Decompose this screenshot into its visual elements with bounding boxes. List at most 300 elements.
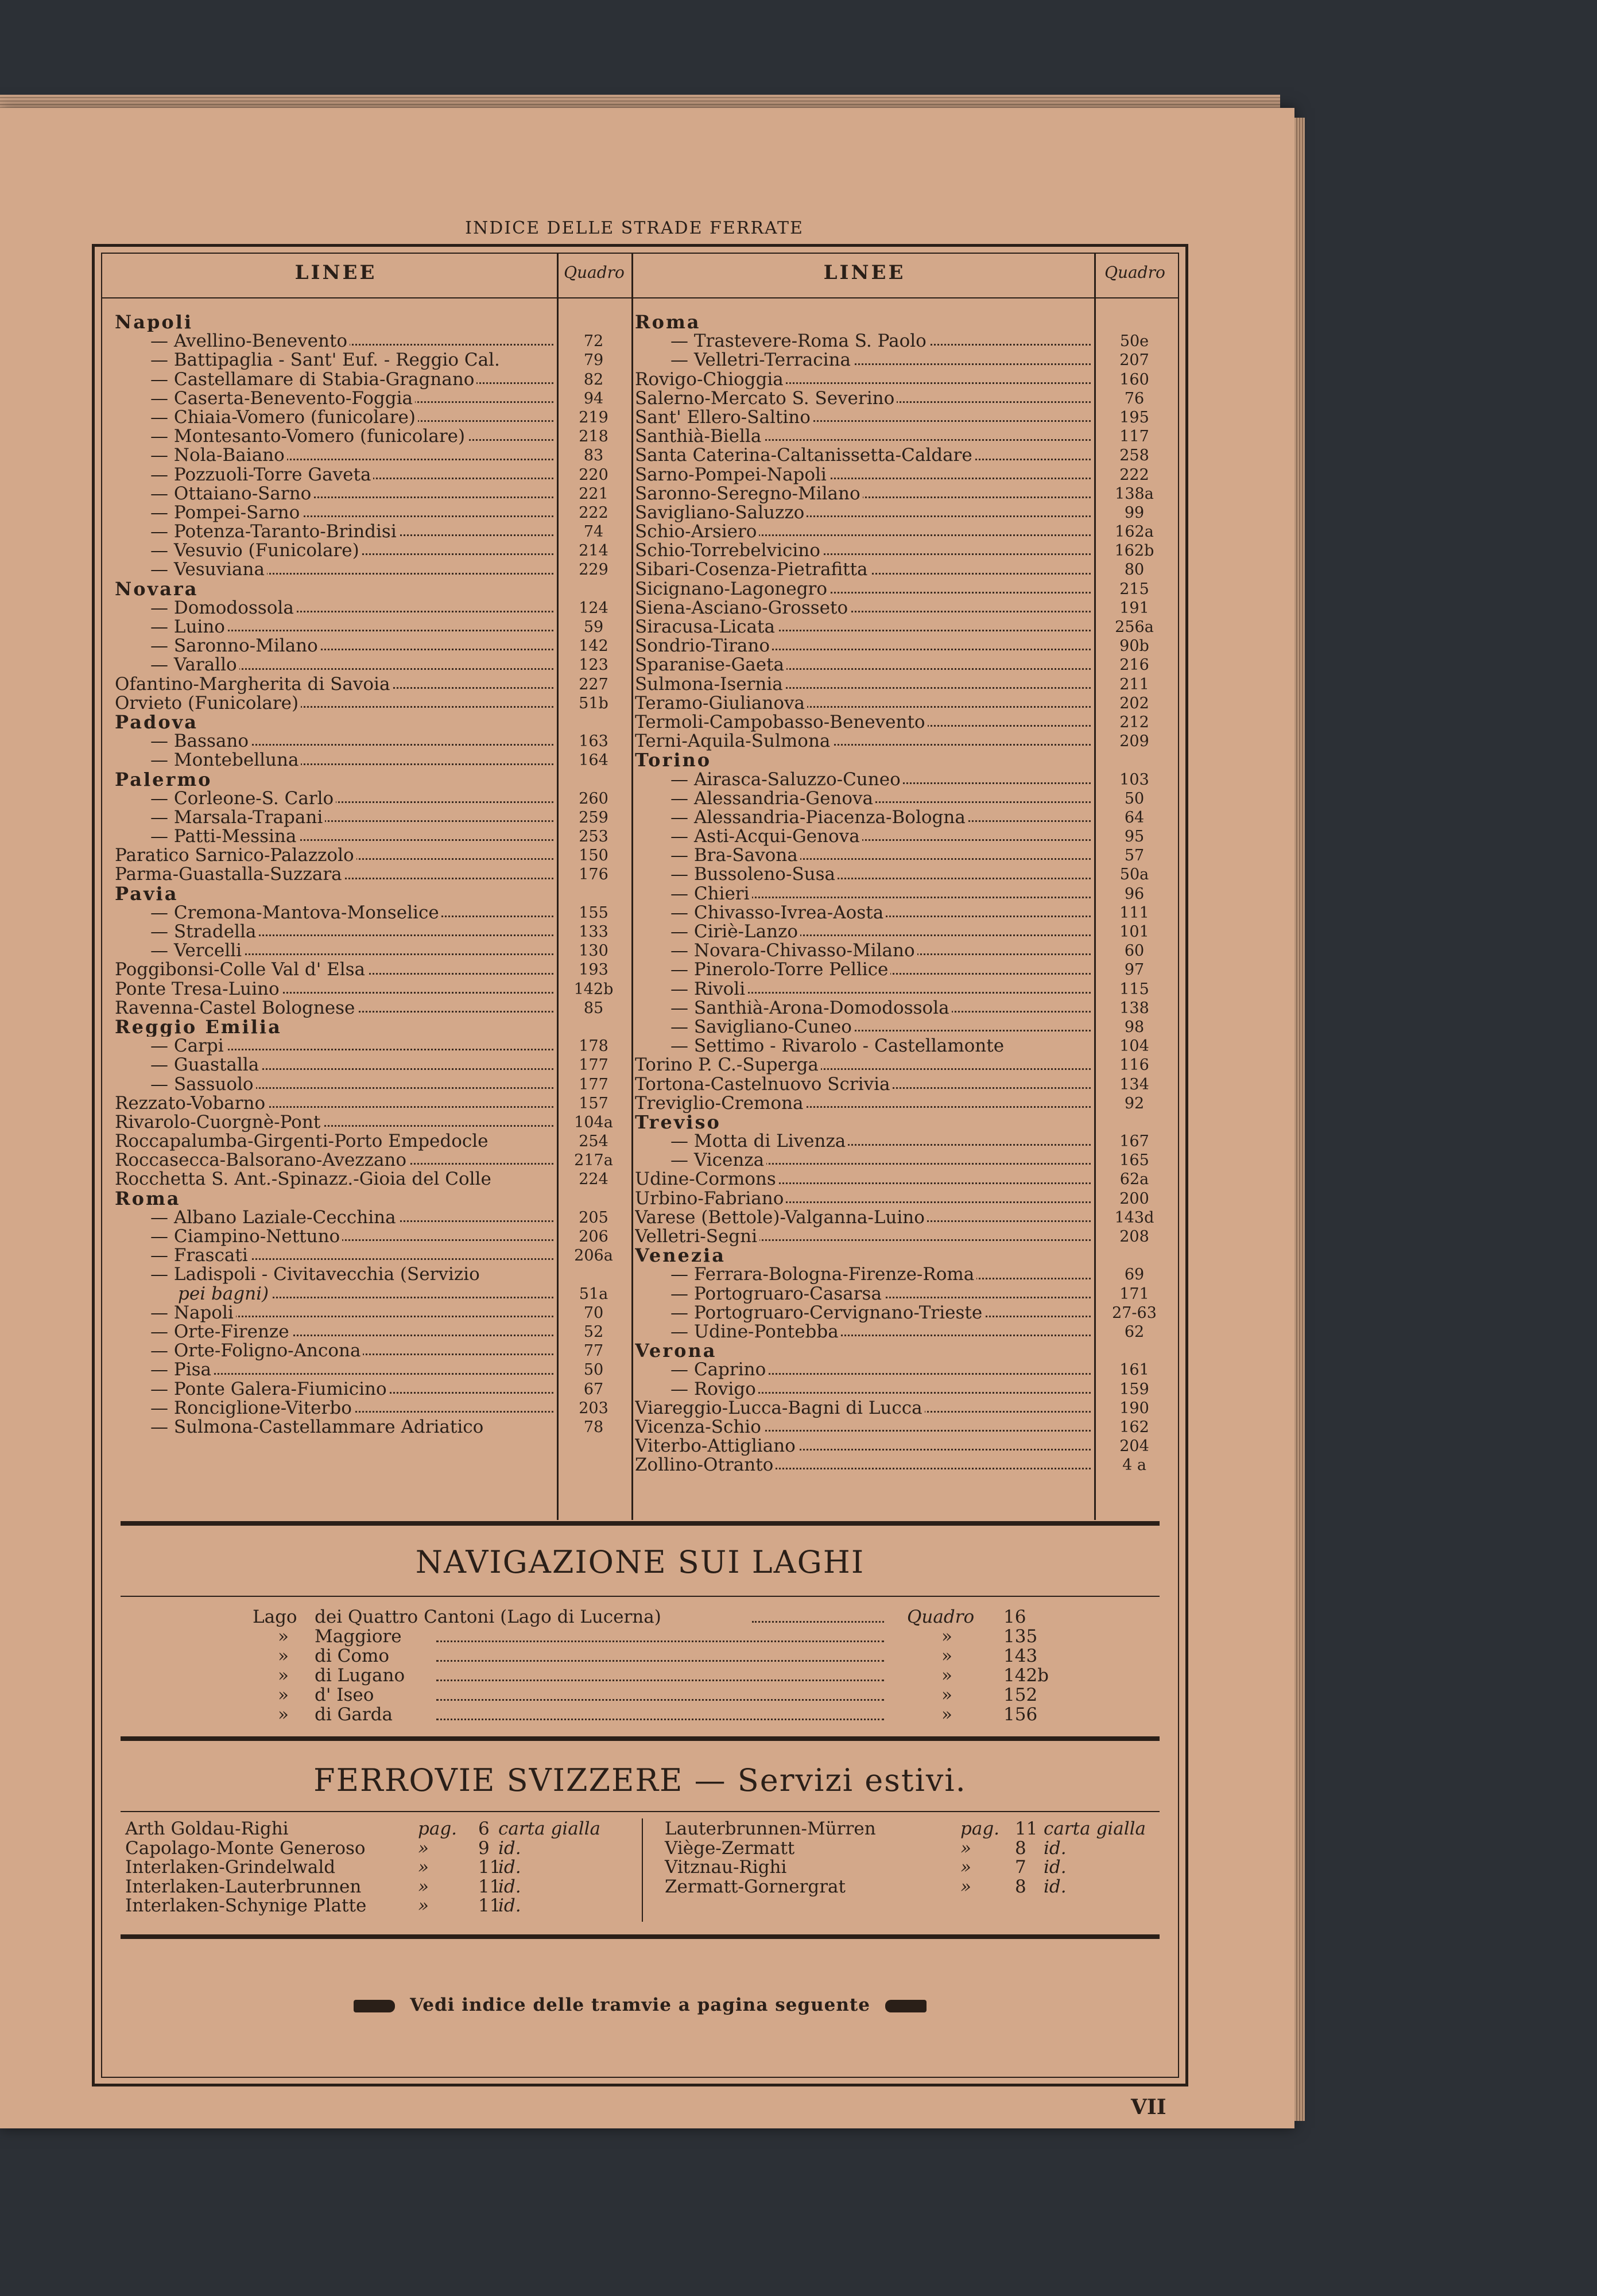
line-entry (635, 599, 1094, 618)
page-number: 11 (478, 1876, 501, 1897)
quadro-number (557, 1018, 630, 1037)
page-ref: » (418, 1895, 429, 1916)
section-heading-label: Napoli (115, 313, 195, 332)
quadro-number: 159 (1119, 1380, 1149, 1398)
line-entry (635, 351, 1094, 370)
lake-name: di Lugano (315, 1665, 405, 1686)
line-entry-label: Termoli-Campobasso-Benevento (635, 713, 928, 732)
line-entry-label: — Bra-Savona (635, 846, 800, 865)
line-entry (115, 903, 557, 922)
line-entry-label: Santa Caterina-Caltanissetta-Caldare (635, 446, 975, 465)
line-entry (635, 1132, 1094, 1151)
quadro-number: 133 (579, 923, 608, 941)
quadro-number: 115 (1119, 980, 1149, 998)
line-entry-label: Teramo-Giulianova (635, 694, 807, 713)
line-entry (635, 1265, 1094, 1284)
line-entry-label: — Ladispoli - Civitavecchia (Servizio (115, 1265, 482, 1284)
header-rule (101, 297, 1179, 298)
lake-name: d' Iseo (315, 1685, 374, 1705)
line-entry-label: — Avellino-Benevento (115, 332, 350, 351)
line-entry-label: — Pinerolo-Torre Pellice (635, 960, 890, 979)
line-entry-label: Orvieto (Funicolare) (115, 694, 301, 713)
leader-dots (436, 1680, 884, 1681)
quadro-number: 227 (579, 675, 608, 693)
section-heading (115, 770, 557, 789)
pointing-hand-icon (885, 2000, 927, 2012)
quadro-number: 222 (1119, 466, 1149, 484)
line-entry-label: — Ciriè-Lanzo (635, 922, 800, 941)
line-entry-label: — Rovigo (635, 1380, 758, 1399)
line-entry-label: — Cremona-Mantova-Monselice (115, 903, 441, 922)
line-entry (115, 637, 557, 656)
quadro-number: 117 (1119, 428, 1149, 446)
quadro-number: 69 (1124, 1266, 1145, 1284)
page-ref: » (418, 1876, 429, 1897)
line-entry (635, 846, 1094, 865)
swiss-line-entry (665, 1858, 1170, 1878)
line-entry-label: Vicenza-Schio (635, 1418, 763, 1437)
line-entry (635, 541, 1094, 560)
line-entry-label: Treviglio-Cremona (635, 1094, 805, 1113)
line-entry (635, 999, 1094, 1018)
quadro-number: 156 (1003, 1704, 1038, 1725)
line-entry (115, 618, 557, 637)
leader-dots (436, 1719, 884, 1720)
quadro-number (557, 1189, 630, 1208)
line-entry-label: Rezzato-Vobarno (115, 1094, 268, 1113)
quadro-number: 160 (1119, 370, 1149, 389)
swiss-line-name: Interlaken-Lauterbrunnen (125, 1876, 362, 1897)
page-ref: » (960, 1876, 971, 1897)
quadro-number: 217a (574, 1151, 613, 1170)
line-entry-label: Schio-Arsiero (635, 522, 759, 541)
quadro-number: 50e (1119, 332, 1149, 351)
line-entry-label: — Saronno-Milano (115, 637, 320, 656)
quadro-number: 83 (583, 447, 604, 465)
line-entry (115, 1037, 557, 1056)
line-entry-label: — Savigliano-Cuneo (635, 1018, 854, 1037)
line-entry (115, 960, 557, 979)
quadro-number: 92 (1124, 1094, 1145, 1112)
line-entry-label: Udine-Cormons (635, 1170, 778, 1189)
line-entry (635, 1399, 1094, 1418)
line-entry-label: Torino P. C.-Superga (635, 1056, 821, 1075)
line-entry (635, 484, 1094, 503)
quadro-number: 82 (583, 370, 604, 389)
line-entry (635, 1418, 1094, 1437)
line-entry-label: Schio-Torrebelvicino (635, 541, 823, 560)
line-entry-label: — Chivasso-Ivrea-Aosta (635, 903, 886, 922)
quadro-number: 165 (1119, 1151, 1149, 1170)
line-entry (115, 1360, 557, 1379)
left-line-list (115, 313, 557, 1437)
line-entry-label: — Marsala-Trapani (115, 808, 325, 827)
line-entry-label: Ofantino-Margherita di Savoia (115, 675, 392, 694)
page-number: 11 (478, 1895, 501, 1916)
line-entry-label: Roccasecca-Balsorano-Avezzano (115, 1151, 409, 1170)
line-entry-label: Parma-Guastalla-Suzzara (115, 865, 344, 884)
swiss-line-entry (665, 1878, 1170, 1897)
line-entry (635, 503, 1094, 522)
page-ref: » (960, 1837, 971, 1859)
quadro-number: 98 (1124, 1018, 1145, 1036)
line-entry-label: — Ottaiano-Sarno (115, 484, 313, 503)
page-ref: » (418, 1857, 429, 1878)
line-entry-label: — Motta di Livenza (635, 1132, 848, 1151)
swiss-right-list (665, 1820, 1170, 1896)
quadro-number: 142b (573, 980, 614, 998)
ditto-mark: » (941, 1626, 952, 1647)
quadro-number: 85 (583, 999, 604, 1017)
quadro-number: 176 (579, 866, 608, 884)
section-heading (635, 1113, 1094, 1132)
quadro-number: 215 (1119, 580, 1149, 598)
quadro-number: 90b (1119, 637, 1149, 656)
line-entry (635, 1189, 1094, 1208)
line-entry-label: — Portogruaro-Cervignano-Trieste (635, 1304, 984, 1322)
lake-prefix: » (278, 1665, 289, 1686)
quadro-number: 220 (579, 466, 608, 484)
quadro-number: 104a (574, 1113, 613, 1131)
line-entry-label: Sicignano-Lagonegro (635, 580, 829, 599)
quadro-number: 138a (1115, 484, 1154, 503)
page-number: 6 (478, 1818, 490, 1839)
vrule-center (631, 253, 633, 1520)
timetable-ref: id. (498, 1876, 521, 1897)
running-head: INDICE DELLE STRADE FERRATE (465, 218, 804, 238)
line-entry (115, 541, 557, 560)
line-entry-label: Terni-Aquila-Sulmona (635, 732, 832, 751)
quadro-number (1094, 751, 1175, 770)
line-entry-label: — Udine-Pontebba (635, 1322, 841, 1341)
quadro-number: 80 (1124, 561, 1145, 579)
quadro-number (557, 885, 630, 903)
quadro-number: 205 (579, 1208, 608, 1227)
leader-dots (436, 1660, 884, 1662)
quadro-number: 212 (1119, 713, 1149, 731)
quadro-number: 229 (579, 561, 608, 579)
line-entry-label: — Guastalla (115, 1056, 261, 1075)
quadro-number: 221 (579, 484, 608, 503)
quadro-number: 51a (579, 1285, 608, 1303)
line-entry (635, 1304, 1094, 1322)
timetable-ref: id. (498, 1837, 521, 1859)
quadro-number: 202 (1119, 694, 1149, 712)
quadro-number: 259 (579, 808, 608, 827)
line-entry (635, 1037, 1094, 1056)
section-heading-label: Venezia (635, 1246, 728, 1265)
leader-dots (752, 1621, 884, 1623)
line-entry (115, 694, 557, 713)
section-heading-label: Novara (115, 580, 201, 599)
section-heading (635, 751, 1094, 770)
section-heading-label: Padova (115, 713, 200, 732)
line-entry-label: — Napoli (115, 1304, 236, 1322)
footer-note (101, 1995, 1179, 2015)
quadro-number (557, 313, 630, 332)
lake-prefix: » (278, 1646, 289, 1666)
right-quadro-list (1094, 313, 1175, 1475)
line-entry-label: — Novara-Chivasso-Milano (635, 941, 917, 960)
line-entry (115, 1322, 557, 1341)
section-heading-label: Reggio Emilia (115, 1018, 284, 1037)
quadro-number: 67 (583, 1380, 604, 1398)
line-entry (635, 903, 1094, 922)
quadro-number: 123 (579, 656, 608, 674)
quadro-number: 191 (1119, 599, 1149, 617)
line-entry-label: Roccapalumba-Girgenti-Porto Empedocle (115, 1132, 491, 1151)
line-entry-label: Ponte Tresa-Luino (115, 980, 282, 999)
timetable-ref: id. (1044, 1857, 1067, 1878)
swiss-line-entry (665, 1839, 1170, 1859)
line-entry-label: — Sassuolo (115, 1075, 256, 1094)
line-entry-label: — Rivoli (635, 980, 747, 999)
leader-dots (436, 1699, 884, 1701)
line-entry-label: — Alessandria-Genova (635, 789, 875, 808)
ditto-mark: » (941, 1665, 952, 1686)
line-entry (115, 1399, 557, 1418)
quadro-number: 152 (1003, 1685, 1038, 1705)
line-entry-label: Sulmona-Isernia (635, 675, 785, 694)
line-entry (635, 1437, 1094, 1456)
line-entry (115, 732, 557, 751)
line-entry (635, 770, 1094, 789)
quadro-number: 135 (1003, 1626, 1038, 1647)
line-entry (635, 656, 1094, 674)
line-entry-label: — Castellamare di Stabia-Gragnano (115, 370, 476, 389)
quadro-number (557, 1265, 630, 1284)
quadro-number: 178 (579, 1037, 608, 1056)
timetable-ref: id. (1044, 1837, 1067, 1859)
lake-prefix: » (278, 1704, 289, 1725)
line-entry-label: — Corleone-S. Carlo (115, 789, 336, 808)
line-entry-label: Salerno-Mercato S. Severino (635, 389, 897, 408)
line-entry (635, 1170, 1094, 1189)
line-entry-label: Siena-Asciano-Grosseto (635, 599, 850, 618)
quadro-number: 177 (579, 1075, 608, 1093)
quadro-number: 206 (579, 1228, 608, 1246)
line-entry-label: — Sulmona-Castellammare Adriatico (115, 1418, 486, 1437)
quadro-number (1094, 1113, 1175, 1132)
quadro-number: 143d (1114, 1208, 1154, 1227)
line-entry (115, 1208, 557, 1227)
line-entry (635, 1360, 1094, 1379)
line-entry-label: Poggibonsi-Colle Val d' Elsa (115, 960, 367, 979)
line-entry-label: — Settimo - Rivarolo - Castellamonte (635, 1037, 1006, 1056)
line-entry (635, 960, 1094, 979)
page-ref: » (418, 1837, 429, 1859)
line-entry (635, 694, 1094, 713)
line-entry-label: — Bassano (115, 732, 251, 751)
line-entry (635, 675, 1094, 694)
line-entry (115, 1341, 557, 1360)
line-entry (115, 1113, 557, 1132)
page-number: 9 (478, 1837, 490, 1859)
timetable-ref: carta gialla (498, 1818, 601, 1839)
line-entry (635, 732, 1094, 751)
line-entry-label: — Bussoleno-Susa (635, 865, 838, 884)
line-entry (115, 846, 557, 865)
line-entry-label: — Santhià-Arona-Domodossola (635, 999, 952, 1018)
swiss-line-entry (665, 1820, 1170, 1839)
line-entry (115, 522, 557, 541)
quadro-number: 163 (579, 732, 608, 751)
quadro-number: 164 (579, 751, 608, 770)
line-entry-label: — Caprino (635, 1360, 768, 1379)
line-entry-label: Viareggio-Lucca-Bagni di Lucca (635, 1399, 925, 1418)
line-entry (635, 560, 1094, 579)
line-entry (635, 1285, 1094, 1304)
quadro-number: 62a (1119, 1170, 1149, 1189)
line-entry (115, 466, 557, 484)
line-entry-label: — Portogruaro-Casarsa (635, 1285, 884, 1304)
line-entry-label: pei bagni) (115, 1285, 271, 1304)
page-ref: pag. (418, 1818, 458, 1839)
page-ref: » (960, 1857, 971, 1878)
line-entry (115, 1285, 557, 1304)
swiss-line-name: Arth Goldau-Righi (125, 1818, 289, 1839)
line-entry (115, 999, 557, 1018)
line-entry (635, 446, 1094, 465)
line-entry (115, 1075, 557, 1094)
line-entry (635, 389, 1094, 408)
swiss-line-entry (125, 1820, 636, 1839)
line-entry (115, 332, 557, 351)
page-number: 7 (1015, 1857, 1026, 1878)
line-entry (635, 1380, 1094, 1399)
line-entry (115, 351, 557, 370)
quadro-number: 157 (579, 1094, 608, 1112)
line-entry (635, 332, 1094, 351)
quadro-number: 167 (1119, 1133, 1149, 1151)
quadro-number: 209 (1119, 732, 1149, 751)
quadro-number: 96 (1124, 885, 1145, 903)
line-entry (115, 1380, 557, 1399)
section-heading-label: Roma (635, 313, 703, 332)
line-entry (115, 1246, 557, 1265)
col-head-linee-left: LINEE (294, 261, 377, 284)
line-entry (635, 1056, 1094, 1075)
ditto-mark: » (941, 1685, 952, 1705)
section-heading (635, 1246, 1094, 1265)
swiss-left-list (125, 1820, 636, 1916)
line-entry-label: Velletri-Segni (635, 1227, 759, 1246)
line-entry-label: — Vesuviana (115, 560, 267, 579)
line-entry-label: — Ronciglione-Viterbo (115, 1399, 354, 1418)
quadro-number: 214 (579, 542, 608, 560)
line-entry-label: Rivarolo-Cuorgnè-Pont (115, 1113, 323, 1132)
swiss-line-name: Zermatt-Gornergrat (665, 1876, 846, 1897)
line-entry (635, 522, 1094, 541)
quadro-number: 190 (1119, 1399, 1149, 1417)
line-entry (635, 713, 1094, 732)
swiss-line-entry (125, 1878, 636, 1897)
col-head-linee-right: LINEE (823, 261, 906, 284)
line-entry (635, 1208, 1094, 1227)
page-number: 8 (1015, 1876, 1026, 1897)
line-entry (635, 980, 1094, 999)
section-heading-label: Palermo (115, 770, 215, 789)
line-entry (635, 1151, 1094, 1170)
quadro-number: 97 (1124, 961, 1145, 979)
quadro-number: 256a (1115, 618, 1154, 636)
quadro-number: 4 a (1122, 1456, 1146, 1475)
line-entry (115, 389, 557, 408)
quadro-number: 218 (579, 428, 608, 446)
lake-name: di Garda (315, 1704, 393, 1725)
line-entry (635, 885, 1094, 903)
quadro-number: 143 (1003, 1646, 1038, 1666)
swiss-line-entry (125, 1839, 636, 1859)
lakes-title-rule (121, 1596, 1160, 1597)
quadro-label: Quadro (907, 1607, 975, 1627)
line-entry-label: — Domodossola (115, 599, 296, 618)
timetable-ref: id. (498, 1857, 521, 1878)
lake-prefix: » (278, 1685, 289, 1705)
quadro-number: 155 (579, 903, 608, 922)
line-entry-label: — Velletri-Terracina (635, 351, 853, 370)
line-entry (115, 1418, 557, 1437)
line-entry (115, 675, 557, 694)
swiss-line-entry (125, 1858, 636, 1878)
section-rule-top (121, 1521, 1160, 1526)
quadro-number: 138 (1119, 999, 1149, 1017)
quadro-number: 162 (1119, 1418, 1149, 1436)
line-entry-label: Savigliano-Saluzzo (635, 503, 807, 522)
quadro-number: 142 (579, 637, 608, 656)
swiss-line-name: Interlaken-Grindelwald (125, 1857, 336, 1878)
line-entry (115, 484, 557, 503)
ditto-mark: » (941, 1646, 952, 1666)
swiss-line-name: Lauterbrunnen-Mürren (665, 1818, 876, 1839)
section-heading-label: Torino (635, 751, 714, 770)
section-heading-label: Roma (115, 1189, 183, 1208)
left-quadro-list (557, 313, 630, 1437)
section-heading (115, 713, 557, 732)
line-entry-label: — Alessandria-Piacenza-Bologna (635, 808, 968, 827)
line-entry-label: — Patti-Messina (115, 827, 299, 846)
line-entry-label: Siracusa-Licata (635, 618, 777, 637)
quadro-number: 203 (579, 1399, 608, 1417)
section-heading (115, 885, 557, 903)
line-entry-label: — Asti-Acqui-Genova (635, 827, 862, 846)
lake-name: di Como (315, 1646, 390, 1666)
line-entry-label: — Montesanto-Vomero (funicolare) (115, 427, 467, 446)
leader-dots (436, 1640, 884, 1642)
line-entry (115, 865, 557, 884)
lake-prefix: Lago (253, 1607, 297, 1627)
quadro-number (557, 770, 630, 789)
line-entry (115, 427, 557, 446)
line-entry-label: Sparanise-Gaeta (635, 656, 786, 674)
quadro-number: 50a (1119, 866, 1149, 884)
line-entry-label: — Pisa (115, 1360, 214, 1379)
quadro-number: 16 (1003, 1607, 1026, 1627)
page-number: 11 (478, 1857, 501, 1878)
line-entry (635, 922, 1094, 941)
quadro-number: 222 (579, 503, 608, 522)
quadro-number: 211 (1119, 675, 1149, 693)
quadro-number: 77 (583, 1342, 604, 1360)
line-entry-label: — Vesuvio (Funicolare) (115, 541, 362, 560)
line-entry (635, 1456, 1094, 1475)
swiss-line-name: Viège-Zermatt (665, 1837, 795, 1859)
quadro-number: 57 (1124, 847, 1145, 865)
quadro-number: 99 (1124, 503, 1145, 522)
line-entry (635, 865, 1094, 884)
page-number: 11 (1015, 1818, 1038, 1839)
quadro-number: 204 (1119, 1437, 1149, 1456)
